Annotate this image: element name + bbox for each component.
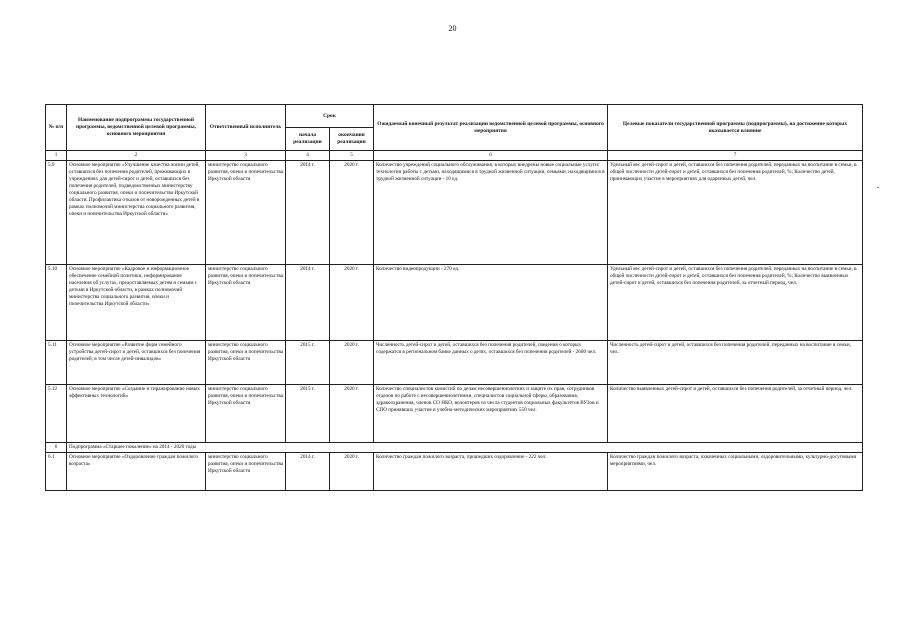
column-index: 7 [608, 151, 863, 161]
row-executor: министерство социального развития, опеки и попечительства Иркутской области [206, 453, 286, 491]
row-end: 2020 г. [330, 453, 374, 491]
header-end: окончания реализации [330, 128, 374, 151]
row-start: 2015 г. [286, 341, 330, 385]
row-start: 2014 г. [286, 265, 330, 341]
column-index: 6 [374, 151, 608, 161]
subprogram-num: 6 [46, 443, 67, 453]
row-indicators: Численность детей-сирот и детей, оставшихся без попечения родителей, переданных на воспитание в семьи, чел. [608, 341, 863, 385]
row-name: Основное мероприятие «Улучшение качества жизни детей, оставшихся без попечения родителей, проживающих в учреждениях для детей-сирот и детей, оставшихся без попечения родителей, подведомственных министерству социального развития, опеки и попечительства Иркутской области. Профилактика отказов от новорожденных детей в рамках полномочий министерства социального развития, опеки и попечительства Иркутской области» [67, 161, 206, 265]
column-index: 1 [46, 151, 67, 161]
row-indicators: Удельный вес детей-сирот и детей, оставшихся без попечения родителей, переданных на воспитание в семьи, в общей численности детей-сирот и детей, оставшихся без попечения родителей, %; Количество выявленных детей-сирот и детей, оставшихся без попечения родителей, за отчетный период, чел. [608, 265, 863, 341]
row-num: 5.10 [46, 265, 67, 341]
row-indicators: Количество выявленных детей-сирот и детей, оставшихся без попечения родителей, за отчетный период, чел. [608, 385, 863, 443]
header-num: № п/п [46, 105, 67, 151]
subprogram-row [46, 443, 863, 453]
header-executor: Ответственный исполнитель [206, 105, 286, 151]
row-num: 6.1 [46, 453, 67, 491]
column-index: 2 [67, 151, 206, 161]
row-end: 2020 г. [330, 385, 374, 443]
row-result: Количество учреждений социального обслуживания, в которых внедрены новые социальные услуги/технологии работы с детьми, находящимися в трудной жизненной ситуации, семьями, находящимися в трудной жизненной ситуации - 10 ед. [374, 161, 608, 265]
row-result: Количество граждан пожилого возраста, прошедших оздоровление - 222 чел. [374, 453, 608, 491]
table-row [46, 341, 863, 385]
row-indicators: Количество граждан пожилого возраста, охваченных социальными, оздоровительными, культурно-досуговыми мероприятиями, чел. [608, 453, 863, 491]
program-table [45, 104, 863, 491]
row-start: 2014 г. [286, 161, 330, 265]
header-indicators: Целевые показатели государственной программы (подпрограммы), на достижение которых оказывается влияние [608, 105, 863, 151]
header-start: начала реализации [286, 128, 330, 151]
row-executor: министерство социального развития, опеки и попечительства Иркутской области [206, 161, 286, 265]
row-end: 2020 г. [330, 161, 374, 265]
row-executor: министерство социального развития, опеки и попечительства Иркутской области [206, 265, 286, 341]
row-name: Основное мероприятие «Оздоровление граждан пожилого возраста» [67, 453, 206, 491]
row-end: 2020 г. [330, 265, 374, 341]
row-start: 2015 г. [286, 385, 330, 443]
margin-mark: - [877, 183, 880, 191]
row-num: 5.9 [46, 161, 67, 265]
page-number: 20 [448, 24, 457, 33]
table-row [46, 265, 863, 341]
row-result: Количество специалистов комиссий по делам несовершеннолетних и защите их прав, сотрудников отделов по работе с несовершеннолетними, специалистов социальной сферы, образования, здравоохранения, членов СО НКО, волонтеров из числа студентов социальных факультетов ВУЗов и СПО принявших участие в учебно-методических мероприятиях 550 чел. [374, 385, 608, 443]
header-name: Наименование подпрограммы государственной программы, ведомственной целевой программы, основного мероприятия [67, 105, 206, 151]
row-name: Основное мероприятие «Развитие форм семейного устройства детей-сирот и детей, оставшихся без попечения родителей, в том числе детей-инвалидов» [67, 341, 206, 385]
column-index: 4 [286, 151, 330, 161]
column-index: 3 [206, 151, 286, 161]
table-row [46, 385, 863, 443]
table-row [46, 453, 863, 491]
row-end: 2020 г. [330, 341, 374, 385]
row-start: 2014 г. [286, 453, 330, 491]
row-executor: министерство социального развития, опеки и попечительства Иркутской области [206, 385, 286, 443]
column-index: 5 [330, 151, 374, 161]
header-term: Срок [286, 105, 374, 128]
subprogram-title: Подпрограмма «Старшее поколение» на 2014 - 2020 годы [67, 443, 863, 453]
table-row [46, 161, 863, 265]
row-indicators: Удельный вес детей-сирот и детей, оставшихся без попечения родителей, переданных на воспитание в семьи, в общей численности детей-сирот и детей, оставшихся без попечения родителей, %; Количество детей, принимающих участие в мероприятиях для одаренных детей, чел. [608, 161, 863, 265]
row-num: 5.12 [46, 385, 67, 443]
row-result: Численность детей-сирот и детей, оставшихся без попечения родителей, сведения о которых содержатся в региональном банке данных о детях, оставшихся без попечения родителей - 2600 чел. [374, 341, 608, 385]
row-name: Основное мероприятие «Кадровое и информационное обеспечение семейной политики, информирование населения об услугах, предоставляемых детям и семьям с детьми в Иркутской области, в рамках полномочий министерства социального развития, опеки и попечительства Иркутской области» [67, 265, 206, 341]
row-num: 5.11 [46, 341, 67, 385]
row-name: Основное мероприятие «Создание и тиражирование новых эффективных технологий» [67, 385, 206, 443]
row-executor: министерство социального развития, опеки и попечительства Иркутской области [206, 341, 286, 385]
row-result: Количество видеопродукции - 270 ед. [374, 265, 608, 341]
header-result: Ожидаемый конечный результат реализации ведомственной целевой программы, основного мероприятия [374, 105, 608, 151]
